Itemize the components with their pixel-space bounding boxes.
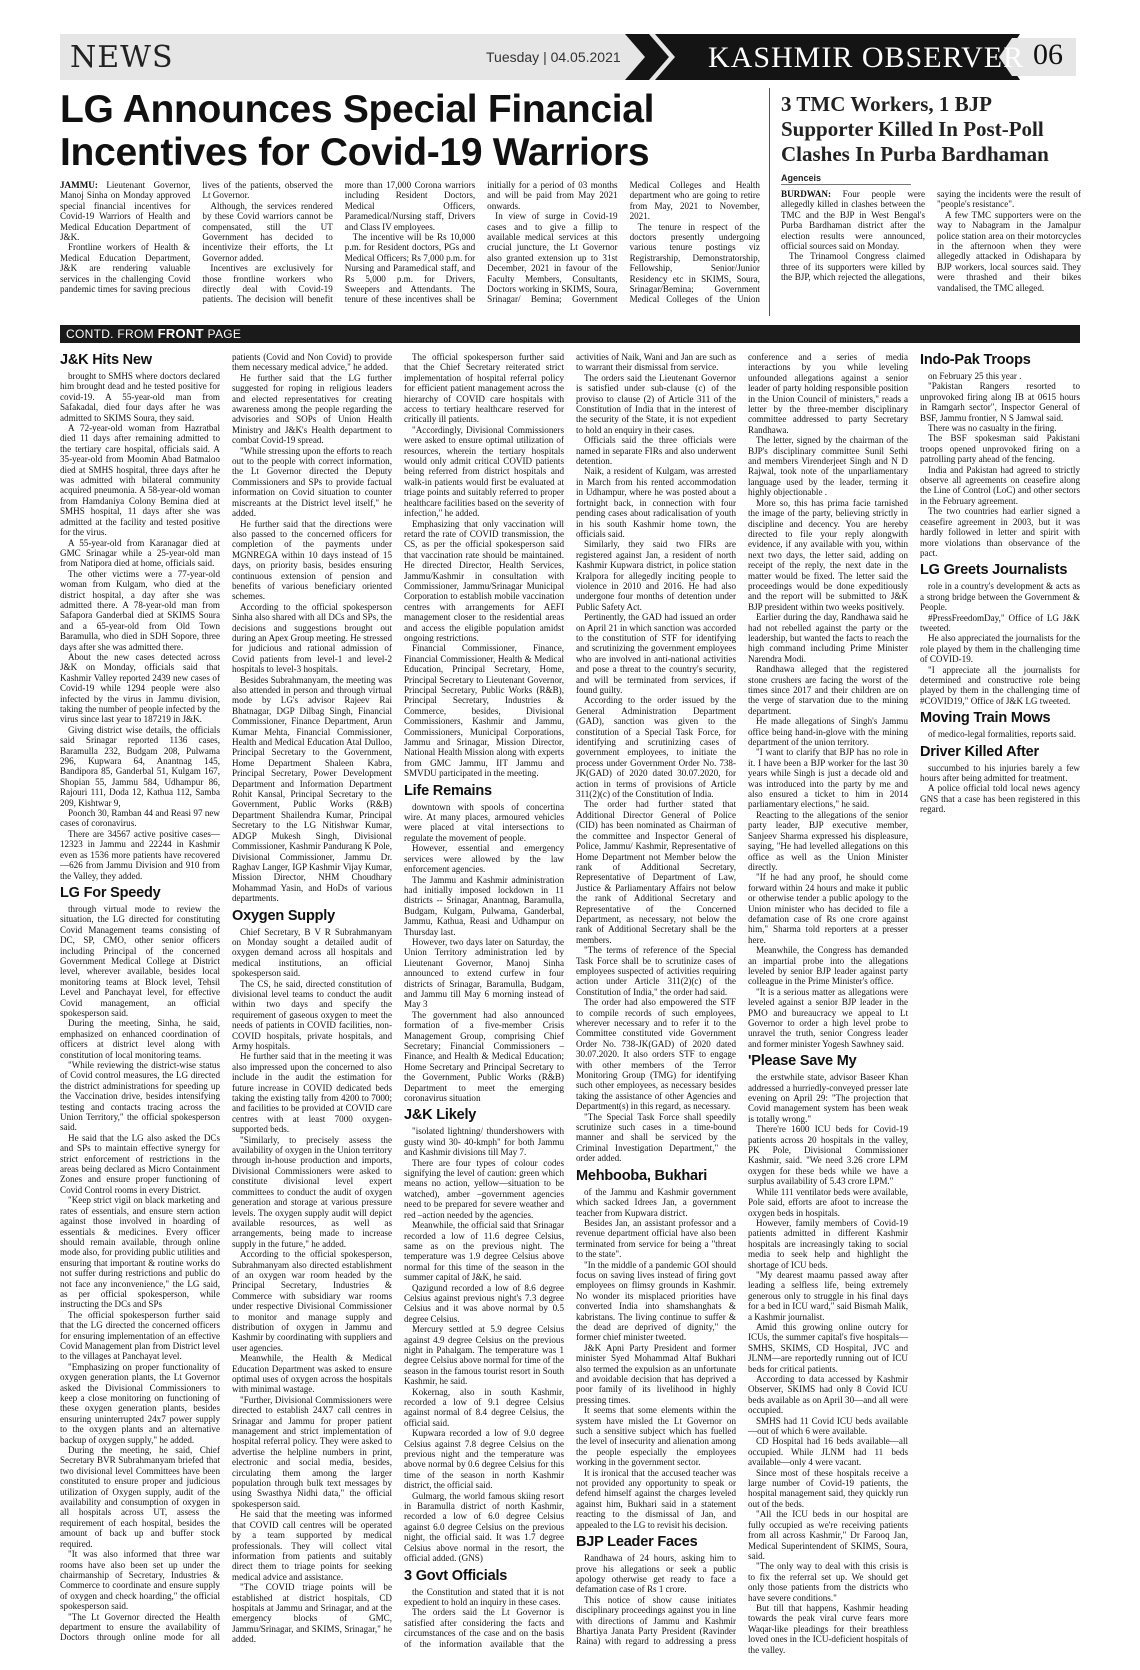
lead-paragraph: Although, the services rendered by these Covid warriors cannot be compensated, still the UT Government has decided to incentivize their efforts, the Lt Governor added. [202, 200, 333, 263]
side-body [781, 189, 1081, 315]
story-paragraph: There are 34567 active positive cases—12323 in Jammu and 22244 in Kashmir even as 1536 more patients have recovered—626 from Jammu Division and 910 from the Valley, they added. [60, 828, 220, 881]
story-heading: Moving Train Mows [920, 710, 1051, 727]
story-paragraph: Randhawa of 24 hours, asking him to prove his allegations or seek a public apology otherwise get ready to face a defamation case of Rs 1 crore. [576, 1553, 736, 1595]
story-paragraph: The CS, he said, directed constitution of divisional level teams to conduct the audit within two days and specify the requirement of gaseous oxygen to meet the needs of patients in COVID facilities, non-COVID hospitals, private hospitals, and Army hospitals. [232, 978, 392, 1051]
story-paragraph: Meanwhile, the Health & Medical Education Department was asked to ensure optimal uses of oxygen across the hospitals with minimal wastage. [232, 1353, 392, 1395]
story-paragraph: However, two days later on Saturday, the Union Territory administration led by Lieutenant Governor, Manoj Sinha announced to extend curfew in four districts of Srinagar, Baramulla, Budgam, and Jammu till May 6 morning instead of May 3 [404, 936, 564, 1010]
story-paragraph: Poonch 30, Ramban 44 and Reasi 97 new cases of coronavirus. [60, 808, 220, 829]
story-paragraph: Kupwara recorded a low of 9.0 degree Celsius against 7.8 degree Celsius on the previous night and the temperature was above normal by 0.6 degree Celsius for this time of the season in north Kashmir district, the official said. [404, 1428, 564, 1491]
lead-dateline: JAMMU: [60, 180, 98, 190]
story-paragraph: brought to SMHS where doctors declared him brought dead and he tested positive for covid-19. A 55-year-old man from Safakadal, died four days after he was admitted to SKIMS Soura, they said. [60, 371, 220, 423]
story-paragraph: "All the ICU beds in our hospital are fully occupied as we're receiving patients from all across Kashmir," Dr Farooq Jan, Medical Superintendent of SKIMS, Soura, said. [748, 1509, 908, 1561]
section-label: NEWS [70, 40, 174, 75]
story-paragraph: "Keep strict vigil on black marketing and rates of essentials, and ensure stern action against those involved in hoarding of essentials & medicines. Every officer should remain available, through online mode also, for providing public utilities and ensuring that important & routine works do not suffer during restrictions and public do not face any inconvenience," the LG said, as per official spokesperson, while instructing the DCs and SPs [60, 1195, 220, 1310]
story-paragraph: The order had further stated that Additional Director General of Police (CID) has been nominated as Chairman of the committee and Inspector General of Police, Jammu/ Kashmir, Representative of Home Department not Member below the rank of Additional Secretary, Representative of Department of Law, Justice & Parliamentary Affairs not below the rank of Additional Secretary and Representative of the Concerned Department, as necessary, not below the rank of Additional Secretary shall be the members. [576, 799, 736, 945]
lead-paragraph-text: Lieutenant Governor, Manoj Sinha on Monday approved special financial incentives for Covid-19 Warriors of Health and Medical Education Department of J&K. [60, 180, 191, 243]
story-paragraph: But till that happens, Kashmir heading towards the peak viral curve fears more Waqar-like pleadings for their breathless loved ones in the ICU-deficient hospitals of the valley. [748, 1602, 908, 1655]
story-paragraph: However, essential and emergency services were allowed by the law enforcement agencies. [404, 843, 564, 875]
story-heading: LG Greets Journalists [920, 562, 1068, 579]
story-paragraph: The orders said the Lt Governor is satisfied after considering the facts and circumstances of the case and on the basis of the information available that the activities of Naik, Wani and Jan are such as to warrant their dismissal from service. [404, 352, 736, 1649]
lead-headline: LG Announces Special Financial Incentives for Covid-19 Warriors [60, 88, 655, 174]
story-paragraph: of the Jammu and Kashmir government which sacked Idrees Jan, a government teacher from Kupwara district. [576, 1186, 736, 1218]
story-paragraph: While 111 ventilator beds were available, Pole said, efforts are afoot to increase the oxygen beds in hospitals. [748, 1186, 908, 1218]
page-number: 06 [1033, 38, 1063, 71]
story-paragraph: #PressFreedomDay," Office of LG J&K tweeted. [920, 612, 1080, 633]
story-paragraph: He said that the meeting was informed that COVID call centres will be operated by a team supported by medical professionals. They will collect vital information from patients and suitably direct them to triage points for seeking medical advice and assistance. [232, 1509, 392, 1582]
story-paragraph: He further said that in the meeting it was also impressed upon the concerned to also include in the audit the estimation for future increase in COVID dedicated beds taking the existing tally from 4200 to 7000; and facilities to be provided at COVID care centres with at least 7000 oxygen-supported beds. [232, 1051, 392, 1135]
byline-rule [781, 184, 911, 185]
story-paragraph: He further said that the directions were also passed to the concerned officers for completion of the payments under MGNREGA within 10 days instead of 15 days, on priority basis, besides ensuring continuous extension of pension and benefits of various beneficiary oriented schemes. [232, 518, 392, 602]
story-paragraph: It is ironical that the accused teacher was not provided any opportunity to speak or defend himself against the charges leveled against him, Bukhari said in a statement reacting to the dismissal of Jan, and appealed to the LG to revisit his decision. [576, 1467, 736, 1530]
story-paragraph: "If he had any proof, he should come forward within 24 hours and make it public or otherwise tender a public apology to the Union minister who has decided to file a defamation case of Rs one crore against him," Sharma told reporters at a presser here. [748, 872, 908, 945]
story-paragraph: During the meeting, he said, Chief Secretary BVR Subrahmanyam briefed that two divisional level Committees have been constituted to ensure proper and judicious utilization of Oxygen supply, audit of the availability and consumption of oxygen in all hospitals across UT, assess the requirement of each hospital, besides the amount of back up and buffer stock required. [60, 1445, 220, 1549]
story-heading: 'Please Save My [748, 1053, 857, 1070]
story-paragraph: "While stressing upon the efforts to reach out to the people with correct information, the Lt Governor directed the Deputy Commissioners and SPs to provide factual information on Covid situation to counter miscreants at the District level itself," he added. [232, 445, 392, 519]
lead-paragraph: The incentive will be Rs 10,000 p.m. for Resident doctors, PGs and Medical Officers; Rs 7,000 p.m. for Nursing and Paramedical staff, and Rs 5,000 p.m. for Drivers, Sweepers and Attendants. The tenure of these incentives shall be initially for a period of 03 months and will be paid from May 2021 onwards. [344, 180, 618, 305]
story-heading: LG For Speedy [60, 884, 161, 901]
story-heading: BJP Leader Faces [576, 1534, 698, 1551]
story-paragraph: of medico-legal formalities, reports said. [928, 729, 1076, 740]
story-paragraph: "In the middle of a pandemic GOI should focus on saving lives instead of firing govt employees on flimsy grounds in Kashmir. No wonder its misplaced priorities have converted India into shamshanghats & kabristans. The living continue to suffer & the dead are deprived of dignity," the former chief minister tweeted. [576, 1259, 736, 1343]
story-paragraph: The letter, signed by the chairman of the BJP's disciplinary committee Sunil Sethi and members Virenderjeet Singh and N D Rajwal, took note of the unparliamentary language used by the leader, terming it highly objectionable . [748, 435, 908, 498]
story-paragraph: on February 25 this year . [928, 371, 1022, 381]
story-paragraph: The Jammu and Kashmir administration had initially imposed lockdown in 11 districts -- Srinagar, Anantnag, Baramulla, Budgam, Kulgam, Pulwama, Ganderbal, Jammu, Kathua, Reasi and Udhampur on Thursday last. [404, 874, 564, 937]
story-paragraph: The official spokesperson further said that the Chief Secretary reiterated strict implementation of hospital referral policy for efficient patient management across the hierarchy of COVID care hospitals with access to tertiary healthcare reserved for critically ill patients. [404, 352, 564, 425]
story-paragraph: the Constitution and stated that it is not expedient to hold an inquiry in these cases. [404, 1586, 564, 1607]
story-paragraph: According to the official spokesperson Sinha also shared with all DCs and SPs, the decisions and suggestions brought out during an Apex Group meeting. He stressed for judicious and rational admission of Covid patients from level-1 and level-2 hospitals to level-3 hospitals. [232, 601, 392, 675]
story-paragraph: Pertinently, the GAD had issued an order on April 21 in which sanction was accorded to the constitution of STF for identifying and scrutinizing the government employees who are involved in anti-national activities and pose a threat to the country's security, and will be terminated from services, if found guilty. [576, 612, 736, 695]
continued-stories [60, 352, 1080, 1657]
lead-paragraph: The tenure in respect of the doctors presently undergoing various tenure postings viz Registrarship, Demonstratorship, Fellowship, Senior/Junior Residency etc in SKIMS, Soura, Srinagar/Bemina; Government Medical Colleges of the Union [629, 221, 760, 305]
story-paragraph: He further said that the LG further suggested for roping in religious leaders and elected representatives for creating awareness among the people regarding the advisories and SOPs of Union Health Ministry and J&K's Health department to combat Covid-19 spread. [232, 372, 392, 446]
story-paragraph: The BSF spokesman said Pakistani troops opened unprovoked firing on a patrolling party ahead of the fencing. [920, 433, 1080, 465]
story-heading: Indo-Pak Troops [920, 352, 1031, 368]
issue-date: Tuesday | 04.05.2021 [486, 49, 621, 65]
story-paragraph: "The Lt Governor directed the Health department to ensure the availability of Doctors through online mode for all patients (Covid and Non Covid) to provide them necessary medical advice," he added. [60, 352, 392, 1643]
story-paragraph: "isolated lightning/ thundershowers with gusty wind 30- 40-kmph" for both Jammu and Kashmir divisions till May 7. [404, 1126, 564, 1158]
lead-paragraph: In view of surge in Covid-19 cases and to give a fillip to available medical services at this crucial juncture, the Lt Governor also granted extension up to 31st December, 2021 in favour of the Faculty Members, Consultants, Doctors working in SKIMS, Soura, Srinagar/ Bemina; Government Medical Colleges and Health department who are going to retire from May, 2021 to November, 2021. [487, 180, 760, 305]
story-paragraph: the erstwhile state, advisor Baseer Khan addressed a hurriedly-conveyed presser late evening on April 29: "The projection that Covid management system has been weak is totally wrong." [748, 1072, 908, 1124]
story-paragraph: It seems that some elements within the system have misled the Lt Governor on such a sensitive subject which has fuelled the level of insecurity and alienation among the people especially the employees working in the government sector. [576, 1405, 736, 1468]
story-heading: J&K Hits New [60, 352, 152, 368]
story-paragraph: succumbed to his injuries barely a few hours after being admitted for treatment. [920, 762, 1080, 783]
story-paragraph: According to data accessed by Kashmir Observer, SKIMS had only 8 Covid ICU beds available as on April 30—and all were occupied. [748, 1374, 908, 1416]
side-paragraph-text: Four people were allegedly killed in clashes between the TMC and the BJP in West Bengal's Purba Bardhaman district after the election results were announced, official sources said on Monday. [781, 189, 925, 252]
story-paragraph: "I want to clarify that BJP has no role in it. I have been a BJP worker for the last 30 years while Singh is just a decade old and was introduced into the party by me and also ensured a ticket to him in 2014 parliamentary elections," he said. [748, 747, 908, 810]
story-paragraph: downtown with spools of concertina wire. At many places, armoured vehicles were placed at vital intersections to regulate the movement of people. [404, 801, 564, 843]
story-paragraph: The orders said the Lieutenant Governor is satisfied under sub-clause (c) of the proviso to clause (2) of Article 311 of the Constitution of India that in the interest of the security of the State, it is not expedient to hold an enquiry in their cases. [576, 372, 736, 435]
story-paragraph: Gulmarg, the world famous skiing resort in Baramulla district of north Kashmir, recorded a low of 6.0 degree Celsius against 6.0 degree Celsius on the previous night, the official said. It was 1.7 degree Celsius above normal in the resort, the official added. (GNS) [404, 1490, 564, 1564]
story-paragraph: Besides Jan, an assistant professor and a revenue department official have also been terminated from service for being a "threat to the state". [576, 1217, 736, 1260]
story-paragraph: The order had also empowered the STF to compile records of such employees, wherever necessary and to refer it to the Committee constituted vide Government Order No. 738-JK(GAD) of 2020 dated 30.07.2020. It also orders STF to engage with other members of the Terror Monitoring Group (TMG) for identifying such other employees, as necessary besides taking the assistance of other Agencies and Department(s) in this regard, as necessary. [576, 997, 736, 1112]
story-paragraph: Meanwhile, the Congress has demanded an impartial probe into the allegations leveled by senior BJP leader against party colleague in the Prime Minister's office. [748, 945, 908, 987]
story-paragraph: Giving district wise details, the officials said Srinagar reported 1136 cases, Baramulla 232, Budgam 208, Pulwama 296, Kupwara 64, Anantnag 145, Bandipora 85, Ganderbal 51, Kulgam 167, Shopian 55, Jammu 584, Udhampur 86, Rajouri 111, Doda 12, Kathua 112, Samba 209, Kishtwar 9, [60, 724, 220, 808]
side-headline: 3 TMC Workers, 1 BJP Supporter Killed In Post-Poll Clashes In Purba Bardhaman [781, 92, 1049, 166]
contd-suffix: PAGE [207, 327, 242, 341]
story-paragraph: Financial Commissioner, Finance, Financial Commissioner, Health & Medical Education, Principal Secretary, Home, Principal Secretary to Lieutenant Governor, Principal Secretary, Public Works (R&B), Principal Secretary, Industries & Commerce, besides, Divisional Commissioners, Kashmir and Jammu, Commissioners, Municipal Corporations, Jammu and Srinagar, Mission Director, National Health Mission along with experts from GMC Jammu, IIT Jammu and SMVDU participated in the meeting. [404, 643, 564, 779]
lead-paragraph: Incentives are exclusively for those frontline workers who directly deal with Covid-19 patients. The decision will benefit more than 17,000 Corona warriors including Resident Doctors, Medical Officers, Paramedical/Nursing staff, Drivers and Class IV employees. [202, 180, 476, 305]
story-heading: Oxygen Supply [232, 907, 335, 924]
story-paragraph: "The only way to deal with this crisis is to fix the referral set up. We should get only those patients from the districts who have severe conditions." [748, 1561, 908, 1603]
story-heading: Mehbooba, Bukhari [576, 1167, 708, 1184]
story-paragraph: "Emphasizing on proper functionality of oxygen generation plants, the Lt Governor asked the Divisional Commissioners to keep a close monitoring on functioning of these oxygen generation plants, besides ensuring uninterrupted 24x7 power supply to the oxygen plants and an alternative backup of oxygen supply," he added. [60, 1361, 220, 1445]
side-byline: Agenceis [781, 173, 822, 183]
story-paragraph: There're 1600 ICU beds for Covid-19 patients across 20 hospitals in the valley, PK Pole, Divisional Commissioner Kashmir, said. "We need 3.26 crore LPM oxygen for these beds while we have a surplus availability of 5.43 crore LPM." [748, 1124, 908, 1187]
story-paragraph: "It is a serious matter as allegations were leveled against a senior BJP leader in the PMO and bureaucracy we appeal to Lt Governor to order a high level probe to unravel the truth, senior Congress leader and former minister Yogesh Sawhney said. [748, 986, 908, 1049]
story-paragraph: Chief Secretary, B V R Subrahmanyam on Monday sought a detailed audit of oxygen demand across all hospitals and medical institutions, an official spokesperson said. [232, 926, 392, 979]
story-paragraph: Since most of these hospitals receive a large number of Covid-19 patients, the hospital management said, they quickly run out of the beds. [748, 1467, 908, 1509]
story-paragraph: About the new cases detected across J&K on Monday, officials said that Kashmir Valley reported 2439 new cases of Covid-19 while 1294 people were also infected by the virus in Jammu division, taking the number of people infected by the virus since last year to 187219 in J&K. [60, 651, 220, 725]
story-paragraph: CD Hospital had 16 beds available—all occupied. While JLNM had 11 beds available—only 4 were vacant. [748, 1436, 908, 1468]
story-paragraph: Besides Subrahmanyam, the meeting was also attended in person and through virtual mode by LG's advisor Rajeev Rai Bhatnagar, DGP Dilbag Singh, Financial Commissioner, Finance Department, Arun Kumar Mehta, Financial Commissioner, Health and Medical Education Atal Dulloo, Principal Secretary to the Government, Home Department Shaleen Kabra, Principal Secretary, Power Development Department and Information Department Rohit Kansal, Principal Secretary to the Government, Public Works (R&B) Department Shailendra Kumar, Principal Secretary to the LG Nitishwar Kumar, ADGP Mukesh Singh, Divisional Commissioner, Kashmir Pandurang K Pole, Divisional Commissioner, Jammu Dr. Raghav Langer, IGP Kashmir Vijay Kumar, Mission Director, NHM Choudhary Mohammad Yasin, and HoDs of various departments. [232, 674, 392, 904]
story-paragraph: A 55-year-old from Karanagar died at GMC Srinagar while a 25-year-old man from Natipora died at home, officials said. [60, 537, 220, 569]
story-paragraph: J&K Apni Party President and former minister Syed Mohammad Altaf Bukhari also termed the expulsion as an unfortunate and avoidable decision that has deprived a poor family of its livelihood in highly pressing times. [576, 1342, 736, 1405]
story-paragraph: Qazigund recorded a low of 8.6 degree Celsius against previous night's 7.3 degree Celsius and it was above normal by 0.5 degree Celsius. [404, 1282, 564, 1324]
story-paragraph: "The terms of reference of the Special Task Force shall be to scrutinize cases of employees suspected of activities requiring action under Article 311(2)(c) of the Constitution of India," the order had said. [576, 945, 736, 997]
story-paragraph: through virtual mode to review the situation, the LG directed for constituting Covid Management teams consisting of DC, SP, CMO, other senior officers including Principal of the concerned Government Medical College at District level, wherever available, besides local monitoring teams at Block level, Tehsil Level and Panchayat level, for effective Covid management, an official spokesperson said. [60, 903, 220, 1018]
story-heading: 3 Govt Officials [404, 1567, 508, 1584]
story-paragraph: "Similarly, to precisely assess the availability of oxygen in the Union territory through in-house production and imports, Divisional Commissioners were asked to constitute divisional level expert committees to conduct the audit of oxygen generation and storage at various pressure levels. The oxygen supply audit will depict available resources, as well as arrangements, being made to increase supply in the future," he added. [232, 1134, 392, 1249]
contd-front: FRONT [157, 326, 204, 341]
side-paragraph: A few TMC supporters were on the way to Nabagram in the Jamalpur police station area on their motorcycles in the afternoon when they were allegedly attacked in Odishapara by BJP workers, local sources said. They were thrashed and their bikes vandalised, the TMC alleged. [937, 209, 1081, 293]
story-paragraph: "My dearest maamu passed away after leading a selfless life, being extremely generous only to struggle in his final days for a bed in ICU ward," said Bismah Malik, a Kashmir journalist. [748, 1269, 908, 1322]
story-paragraph: "The Special Task Force shall speedily scrutinize such cases in a time-bound manner and shall be serviced by the Criminal Investigation Department," the order added. [576, 1111, 736, 1164]
story-paragraph: Randhawa alleged that the registered stone crushers are facing the worst of the times since 2017 and their children are on the verge of starvation due to the mining department. [748, 664, 908, 716]
side-paragraph [781, 189, 925, 251]
story-paragraph: "While reviewing the district-wise status of Covid control measures, the LG directed the district administrations for speeding up the Vaccination drive, besides intensifying testing and contacts tracing across the Union Territory," the official spokesperson said. [60, 1060, 220, 1133]
story-paragraph: More so, this has prima facie tarnished the image of the party, believing strictly in discipline and decency. You are hereby directed to file your reply alongwith evidence, if any available with you, within next two days, the letter said, adding on receipt of the reply, the next date in the matter would be fixed. The letter said the proceedings would be done expeditiously and the report will be submitted to J&K BJP president within two weeks positively. [748, 497, 908, 612]
story-paragraph: The government had also announced formation of a five-member Crisis Management Group, comprising Chief Secretary; Financial Commissioners – Finance, and Health & Medical Education; Home Secretary and Principal Secretary to the Government, Public Works (R&B) Department to meet the emerging coronavirus situation [404, 1009, 564, 1104]
story-paragraph: He said that the LG also asked the DCs and SPs to maintain effective synergy for strict enforcement of restrictions in the areas being declared as Micro Containment Zones and ensure proper functioning of Covid Control rooms in every District. [60, 1132, 220, 1195]
story-heading: Life Remains [404, 782, 492, 799]
story-paragraph: India and Pakistan had agreed to strictly observe all agreements on ceasefire along the Line of Control (LoC) and other sectors in the February agreement. [920, 464, 1080, 506]
side-dateline: BURDWAN: [781, 189, 832, 199]
story-paragraph: Emphasizing that only vaccination will retard the rate of COVID transmission, the CS, as per the official spokesperson said that vaccination rate should be maintained. He directed Director, Health Services, Jammu/Kashmir in consultation with Commissioner, Jammu/Srinagar Municipal Corporation to establish mobile vaccination centres with arrangements for AEFI management closer to the residential areas and access the eligible population amidst ongoing restrictions. [404, 518, 564, 643]
story-paragraph: He made allegations of Singh's Jammu office being hand-in-glove with the mining department of the union territory. [748, 716, 908, 748]
story-paragraph: "Further, Divisional Commissioners were directed to establish 24X7 call centres in Srinagar and Jammu for proper patient management and strict implementation of hospital referral policy. They were asked to advertise the helpline numbers in print, electronic and social media, besides, circulating them among the larger population through bulk text messages by using Swasthya Nidhi data," the official spokesperson said. [232, 1394, 392, 1509]
lead-paragraph: Frontline workers of Health & Medical Education Department, J&K are rendering valuable services in the challenging Covid pandemic times for saving precious lives of the patients, observed the Lt Governor. [60, 180, 333, 295]
story-paragraph: Reacting to the allegations of the senior party leader, BJP executive member, Sanjeev Sharma expressed his displeasure, saying, "He had levelled allegations on this office as well as the Union Minister directly. [748, 809, 908, 872]
story-paragraph: According to the order issued by the General Administration Department (GAD), sanction was given to the constitution of a Special Task Force, for identifying and scrutinizing cases of government employees, to initiate the process under Government Order No. 738-JK(GAD) of 2020 dated 30.07.2020, for action in terms of provisions of Article 311(2)(c) of the Constitution of India. [576, 695, 736, 800]
story-paragraph: Meanwhile, the official said that Srinagar recorded a low of 11.6 degree Celsius, same as on the previous night. The temperature was 1.9 degree Celsius above normal for this time of the season in the summer capital of J&K, he said. [404, 1220, 564, 1283]
story-heading: J&K Likely [404, 1107, 477, 1124]
story-paragraph: "Pakistan Rangers resorted to unprovoked firing along IB at 0615 hours in Ramgarh sector", Inspector General of BSF, Jammu frontier, N S Jamwal said. [920, 381, 1080, 423]
story-paragraph: Mercury settled at 5.9 degree Celsius against 4.9 degree Celsius on the previous night in Pahalgam. The temperature was 1 degree Celsius above normal for time of the season in the famous tourist resort in South Kashmir, he said. [404, 1324, 564, 1387]
story-paragraph: "It was also informed that three war rooms have also been set up under the chairmanship of Secretary, Industries & Commerce to coordinate and ensure supply of oxygen and check hoarding," the official spokesperson said. [60, 1549, 220, 1612]
story-paragraph: The other victims were a 77-year-old woman from Kulgam, who died at the district hospital, a day after she was admitted there. A 78-year-old man from Safapora Ganderbal died at SKIMS Soura and a 65-year-old from Old Town Baramulla, who died in SDH Sopore, three days after she was admitted there. [60, 568, 220, 652]
story-paragraph: A 72-year-old woman from Hazratbal died 11 days after remaining admitted to the tertiary care hospital, officials said. A 35-year-old from Moomin Abad Batmaloo died at SMHS hospital, three days after he was admitted with bilateral community acquired pneumonia. A 58-year-old woman from Hamdaniya Colony Bemina died at SMHS hospital, 11 days after she was admitted at the facility and tested positive for the virus. [60, 423, 220, 538]
story-paragraph: "The COVID triage points will be established at district hospitals, CD hospitals at Jammu and Srinagar, and at the emergency blocks of GMC, Jammu/Srinagar, and SKIMS, Srinagar," he added. [232, 1582, 392, 1645]
story-paragraph: The official spokesperson further said that the LG directed the concerned officers for ensuring implementation of an effective Covid Management plan from District level to the villages at Panchayat level. [60, 1309, 220, 1362]
lead-body [60, 180, 760, 315]
contd-prefix: CONTD. FROM [66, 327, 154, 341]
story-paragraph: SMHS had 11 Covid ICU beds available—out of which 6 were available. [748, 1415, 908, 1437]
story-paragraph: "Accordingly, Divisional Commissioners were asked to ensure optimal utilization of resources, wherein the tertiary hospitals would only admit critical COVID patients being referred from district hospitals and walk-in patients would first be evaluated at triage points and suitably referred to proper healthcare facilities based on the severity of infection," he added. [404, 424, 564, 519]
story-paragraph: The two countries had earlier signed a ceasefire agreement in 2003, but it was hardly followed in letter and spirit with more violations than observance of the pact. [920, 506, 1080, 558]
story-heading: Driver Killed After [920, 743, 1039, 760]
story-paragraph: Officials said the three officials were named in separate FIRs and also underwent detention. [576, 435, 736, 467]
story-paragraph: Similarly, they said two FIRs are registered against Jan, a resident of north Kashmir Kupwara district, in police station Kralpora for allegedly inciting people to violence in 2010 and 2016. He had also undergone four months of detention under Public Safety Act. [576, 539, 736, 612]
story-paragraph: However, family members of Covid-19 patients admitted in different Kashmir hospitals are increasingly taking to social media to seek help and highlight the shortage of ICU beds. [748, 1217, 908, 1270]
story-paragraph: According to the official spokesperson, Subrahmanyam also directed establishment of an oxygen war room headed by the Principal Secretary, Industries & Commerce with subsidiary war rooms under respective Divisional Commissioner to monitor and manage supply and distribution of oxygen in Jammu and Kashmir by coordinating with suppliers and user agencies. [232, 1249, 392, 1353]
story-paragraph: During the meeting, Sinha, he said, emphasized on enhanced coordination of officers at district level along with constitution of local monitoring teams. [60, 1018, 220, 1060]
newspaper-name: KASHMIR OBSERVER [708, 41, 1025, 74]
story-paragraph: This notice of show cause initiates disciplinary proceedings against you in line with directions of Jammu and Kashmir Bhartiya Janata Party President (Ravinder Raina) with regard to addressing a press conference and a series of media interactions by you while leveling unfounded allegations against a senior leader of party holding responsible position in the Union Council of ministers," reads a letter by the three-member disciplinary committee addressed to party Secretary Randhawa. [576, 352, 908, 1647]
contd-banner-label [66, 326, 241, 342]
story-paragraph: Earlier during the day, Randhawa said he had not rebelled against the party or the leadership, but wanted the facts to reach the high command including Prime Minister Narendra Modi. [748, 612, 908, 664]
story-paragraph: There was no casualty in the firing. [928, 423, 1057, 434]
story-paragraph: Amid this growing online outcry for ICUs, the summer capital's five hospitals—SMHS, SKIMS, CD Hospital, JVC and JLNM—are reportedly running out of ICU beds for critical patients. [748, 1321, 908, 1374]
story-paragraph: A police official told local news agency GNS that a case has been registered in this regard. [920, 783, 1080, 815]
story-paragraph: role in a country's development & acts as a strong bridge between the Government & People. [920, 581, 1080, 613]
story-paragraph: Naik, a resident of Kulgam, was arrested in March from his rented accommodation in Udhampur, where he was posted about a fortnight back, in connection with four pending cases about radicalisation of youth in his south Kashmir home town, the officials said. [576, 466, 736, 539]
lead-paragraph [60, 180, 190, 242]
side-paragraph: The Trinamool Congress claimed three of its supporters were killed by the BJP, which rejected the allegations, saying the incidents were the result of "people's resistance". [781, 189, 1081, 283]
story-paragraph: Kokernag, also in south Kashmir, recorded a low of 9.1 degree Celsius against normal of 8.4 degree Celsius, the official said. [404, 1386, 564, 1428]
story-paragraph: "I appreciate all the journalists for determined and constructive role being played by them in the challenging time of #COVID19," Office of J&K LG tweeted. [920, 664, 1080, 706]
story-paragraph: There are four types of colour codes signifying the level of caution: green which means no action, yellow—situation to be watched), amber –government agencies need to be prepared for severe weather and red –action needed by the agencies. [404, 1157, 564, 1220]
column-divider [769, 88, 770, 316]
masthead [60, 34, 1080, 80]
story-paragraph: He also appreciated the journalists for the role played by them in the challenging time of COVID-19. [920, 633, 1080, 665]
